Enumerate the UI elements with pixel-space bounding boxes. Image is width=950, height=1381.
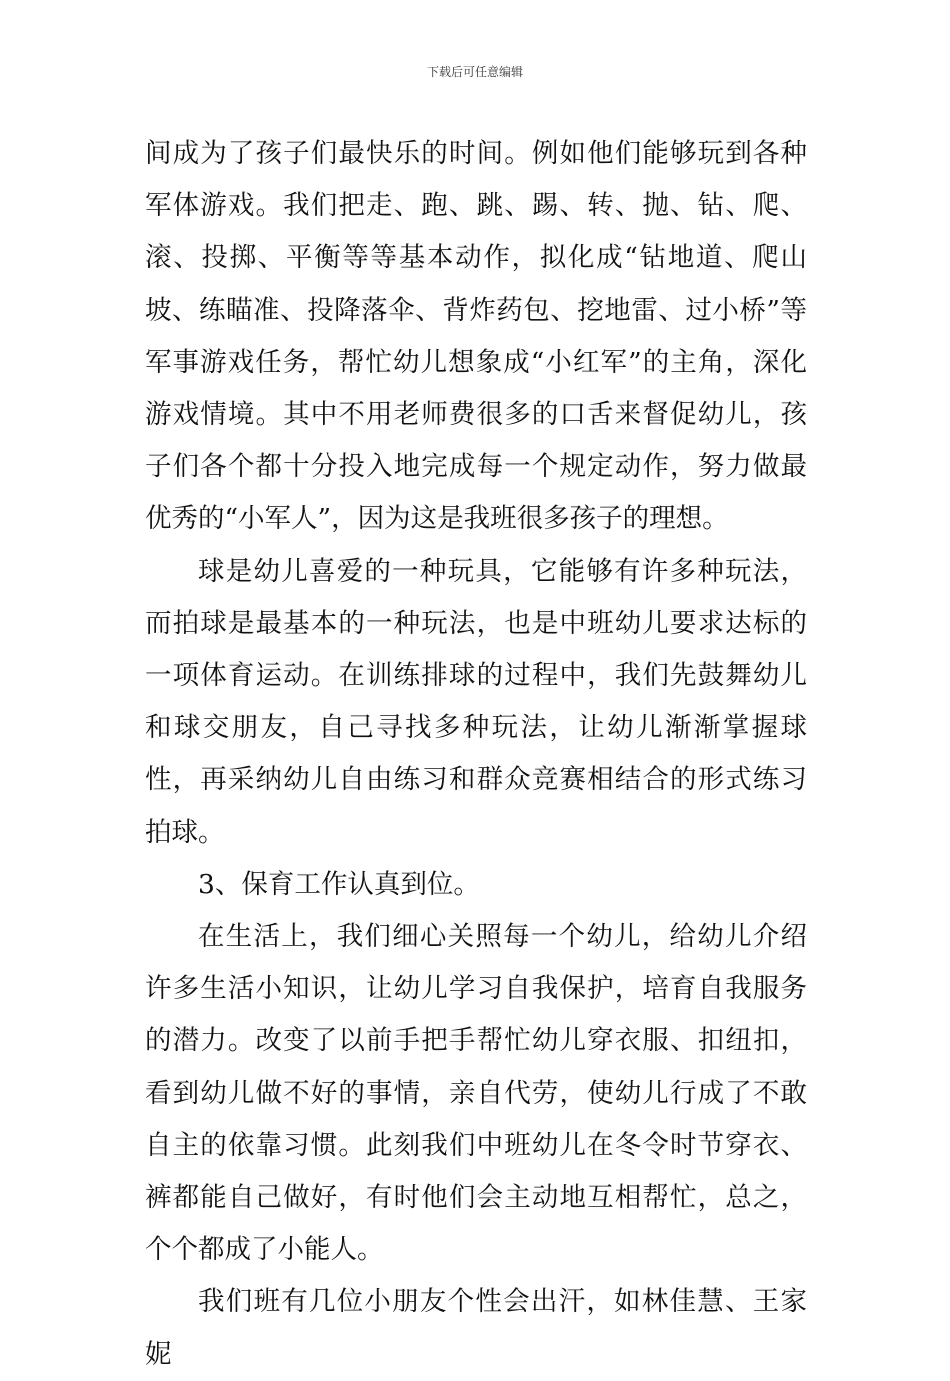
- document-body: [145, 128, 807, 1381]
- paragraph-ball-play: 球是幼儿喜爱的一种玩具，它能够有许多种玩法，而拍球是最基本的一种玩法，也是中班幼儿要求达标的一项体育运动。在训练排球的过程中，我们先鼓舞幼儿和球交朋友，自己寻找多种玩法，让幼儿渐渐掌握球性，再采纳幼儿自由练习和群众竞赛相结合的形式练习拍球。: [145, 555, 807, 848]
- page-header: 下载后可任意编辑: [426, 65, 523, 79]
- paragraph-daily-life: 在生活上，我们细心关照每一个幼儿，给幼儿介绍许多生活小知识，让幼儿学习自我保护，培育自我服务的潜力。改变了以前手把手帮忙幼儿穿衣服、扣纽扣，看到幼儿做不好的事情，亲自代劳，使幼儿行成了不敢自主的依靠习惯。此刻我们中班幼儿在冬令时节穿衣、裤都能自己做好，有时他们会主动地互相帮忙，总之，个个都成了小能人。: [145, 921, 807, 1266]
- paragraph-sweating-children: 我们班有几位小朋友个性会出汗，如林佳慧、王家妮: [145, 1286, 807, 1370]
- section-heading-care-work: 3、保育工作认真到位。: [198, 868, 480, 900]
- paragraph-military-games: 间成为了孩子们最快乐的时间。例如他们能够玩到各种军体游戏。我们把走、跑、跳、踢、转、抛、钻、爬、滚、投掷、平衡等等基本动作，拟化成“钻地道、爬山坡、练瞄准、投降落伞、背炸药包、挖地雷、过小桥”等军事游戏任务，帮忙幼儿想象成“小红军”的主角，深化游戏情境。其中不用老师费很多的口舌来督促幼儿，孩子们各个都十分投入地完成每一个规定动作，努力做最优秀的“小军人”，因为这是我班很多孩子的理想。: [145, 138, 807, 535]
